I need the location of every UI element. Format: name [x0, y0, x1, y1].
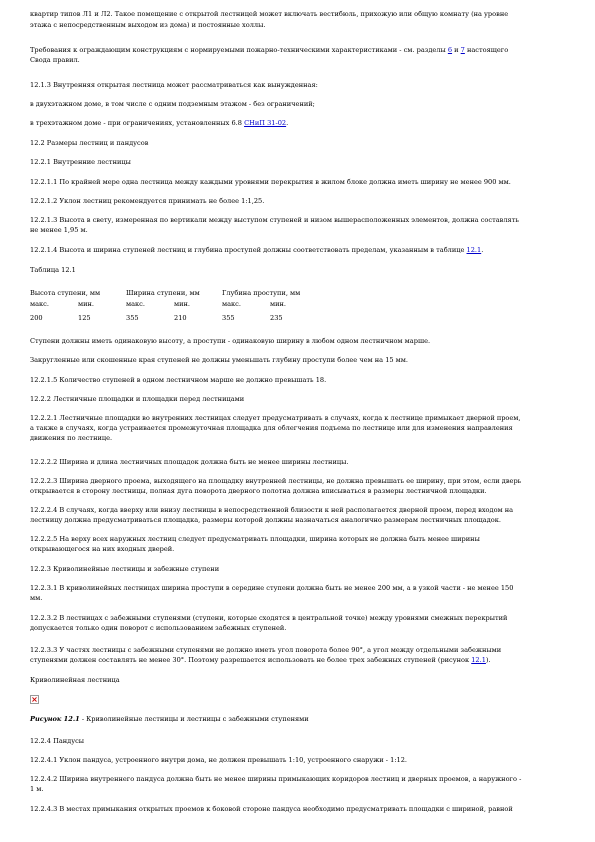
table-value-cell: 200	[30, 314, 43, 322]
requirements-paragraph-line-2: Свода правил.	[30, 56, 80, 64]
table-value-cell: 210	[174, 314, 187, 322]
subsection-heading-12-2-1: 12.2.1 Внутренние лестницы	[30, 158, 131, 166]
table-title: Таблица 12.1	[30, 266, 76, 274]
clause-12-2-3-2-line-2: допускается только один поворот с использованием забежных ступеней.	[30, 624, 287, 632]
snip-31-02-link[interactable]: СНиП 31-02	[244, 119, 287, 127]
table-subheader-cell: мин.	[174, 300, 191, 308]
clause-12-2-3-3-line-1: 12.2.3.3 У частях лестницы с забежными ступенями не должно иметь угол поворота более 90°, а угол между отдельными забежными	[30, 646, 502, 654]
table-header-width: Ширина ступени, мм	[126, 289, 200, 297]
clause-12-2-3-2-line-1: 12.2.3.2 В лестницах с забежными ступенями (ступени, которые сходятся в центральной точке) между уровнями смежных перекрытий	[30, 614, 508, 622]
table-value-cell: 355	[126, 314, 139, 322]
clause-12-2-2-1-line-2: а также в случаях, когда устраивается промежуточная площадка для облегчения подъема по лестнице или для изменения направления	[30, 424, 513, 432]
table-value-cell: 355	[222, 314, 235, 322]
table-subheader-cell: макс.	[126, 300, 145, 308]
intro-paragraph-line-2: этажа с непосредственным выходом из дома) и постоянные холлы.	[30, 21, 266, 29]
clause-12-2-1-3-line-2: не менее 1,95 м.	[30, 226, 88, 234]
clause-12-1-3: 12.1.3 Внутренняя открытая лестница может рассматриваться как вынужденная:	[30, 81, 318, 89]
clause-12-2-4-1: 12.2.4.1 Уклон пандуса, устроенного внутри дома, не должен превышать 1:10, устроенного снаружи - 1:12.	[30, 756, 408, 764]
table-12-1-link[interactable]: 12.1	[466, 246, 482, 254]
clause-12-2-3-1-line-1: 12.2.3.1 В криволинейных лестницах ширина проступи в середине ступени должна быть не менее 200 мм, а в узкой части - не менее 150	[30, 584, 514, 592]
clause-12-2-1-2: 12.2.1.2 Уклон лестниц рекомендуется принимать не более 1:1,25.	[30, 197, 265, 205]
clause-12-2-1-4-text: 12.2.1.4 Высота и ширина ступеней лестниц и глубина проступей должны соответствовать пределам, указанным в таблице	[30, 246, 467, 254]
table-subheader-cell: мин.	[270, 300, 287, 308]
subsection-heading-12-2-4: 12.2.4 Пандусы	[30, 737, 85, 745]
table-value-cell: 235	[270, 314, 283, 322]
equal-steps-paragraph: Ступени должны иметь одинаковую высоту, а проступи - одинаковую ширину в любом одном лестничном марше.	[30, 337, 431, 345]
table-value-cell: 125	[78, 314, 91, 322]
clause-12-2-2-4-line-2: лестницу должна предусматриваться площадка, размеры которой должны назначаться аналогично размерам лестничных площадок.	[30, 516, 501, 524]
clause-12-2-1-4	[30, 246, 483, 255]
three-storey-clause	[30, 119, 288, 128]
clause-12-2-2-5-line-2: открывающегося на них входных дверей.	[30, 545, 175, 553]
figure-caption	[30, 715, 309, 724]
clause-12-2-1-4-tail: .	[481, 246, 484, 254]
intro-paragraph-line-1: квартир типов Л1 и Л2. Такое помещение с открытой лестницей может включать вестибюль, прихожую или общую комнату (на уровне	[30, 10, 509, 18]
table-header-height: Высота ступени, мм	[30, 289, 101, 297]
section-7-link[interactable]: 7	[460, 46, 465, 54]
section-6-link[interactable]: 6	[447, 46, 453, 54]
figure-12-1-link[interactable]: 12.1	[471, 656, 486, 664]
clause-12-2-2-3-line-2: открывается в сторону лестницы, полная дуга поворота дверного полотна должна вписываться в размеры лестничной площадки.	[30, 487, 487, 495]
clause-12-2-1-3-line-1: 12.2.1.3 Высота в свету, измеренная по вертикали между выступом ступеней и низом вышерасположенных элементов, должна составлять	[30, 216, 519, 224]
clause-12-2-2-1-line-1: 12.2.2.1 Лестничные площадки во внутренних лестницах следует предусматривать в случаях, когда к лестнице примыкает дверной проем,	[30, 414, 521, 422]
clause-12-2-2-2: 12.2.2.2 Ширина и длина лестничных площадок должна быть не менее ширины лестницы.	[30, 458, 349, 466]
table-subheader-cell: макс.	[30, 300, 49, 308]
clause-12-2-4-2-line-2: 1 м.	[30, 785, 44, 793]
rounded-edges-paragraph: Закругленные или скошенные края ступеней не должны уменьшать глубину проступи более чем на 15 мм.	[30, 356, 409, 364]
subsection-heading-12-2-3: 12.2.3 Криволинейные лестницы и забежные ступени	[30, 565, 220, 573]
subsection-heading-12-2-2: 12.2.2 Лестничные площадки и площадки перед лестницами	[30, 395, 245, 403]
figure-caption-number: Рисунок 12.1	[30, 715, 80, 723]
clause-12-2-1-1: 12.2.1.1 По крайней мере одна лестница между каждыми уровнями перекрытия в жилом блоке должна иметь ширину не менее 900 мм.	[30, 178, 511, 186]
table-header-tread: Глубина проступи, мм	[222, 289, 301, 297]
figure-caption-text: - Криволинейные лестницы и лестницы с забежными ступенями	[79, 715, 309, 723]
requirements-text: Требования к ограждающим конструкциям с нормируемыми пожарно-техническими характеристиками - см. разделы	[30, 46, 448, 54]
requirements-paragraph-line-1	[30, 46, 508, 55]
clause-12-2-2-5-line-1: 12.2.2.5 На верху всех наружных лестниц следует предусматривать площадки, ширина которых не должна быть менее ширины	[30, 535, 480, 543]
three-storey-text: в трехэтажном доме - при ограничениях, установленных 6.8	[30, 119, 245, 127]
clause-12-2-2-4-line-1: 12.2.2.4 В случаях, когда вверху или внизу лестницы в непосредственной близости к ней располагается дверной проем, перед входом на	[30, 506, 514, 514]
two-storey-clause: в двухэтажном доме, в том числе с одним подземным этажом - без ограничений;	[30, 100, 315, 108]
clause-12-2-3-3-text: ступенями должен составлять не менее 30°. Поэтому разрешается использовать не более трех забежных ступеней (рисунок	[30, 656, 472, 664]
section-heading-12-2: 12.2 Размеры лестниц и пандусов	[30, 139, 149, 147]
clause-12-2-3-1-line-2: мм.	[30, 594, 43, 602]
clause-12-2-3-3-tail: ).	[485, 656, 491, 664]
requirements-text-tail: настоящего	[464, 46, 509, 54]
figure-label: Криволинейная лестница	[30, 676, 120, 684]
clause-12-2-2-3-line-1: 12.2.2.3 Ширина дверного проема, выходящего на площадку внутренней лестницы, не должна превышать ее ширину, при этом, если дверь	[30, 477, 522, 485]
clause-12-2-4-3: 12.2.4.3 В местах примыкания открытых проемов к боковой стороне пандуса необходимо предусматривать площадки с шириной, равной	[30, 805, 513, 813]
broken-image-icon[interactable]: ×	[31, 695, 38, 704]
requirements-conjunction: и	[452, 46, 461, 54]
clause-12-2-1-5: 12.2.1.5 Количество ступеней в одном лестничном марше не должно превышать 18.	[30, 376, 327, 384]
table-subheader-cell: мин.	[78, 300, 95, 308]
clause-12-2-2-1-line-3: движения по лестнице.	[30, 434, 113, 442]
table-subheader-cell: макс.	[222, 300, 241, 308]
clause-12-2-3-3-line-2	[30, 656, 491, 665]
three-storey-tail: .	[286, 119, 289, 127]
clause-12-2-4-2-line-1: 12.2.4.2 Ширина внутреннего пандуса должна быть не менее ширины примыкающих коридоров лестниц и дверных проемов, а наружного -	[30, 775, 522, 783]
